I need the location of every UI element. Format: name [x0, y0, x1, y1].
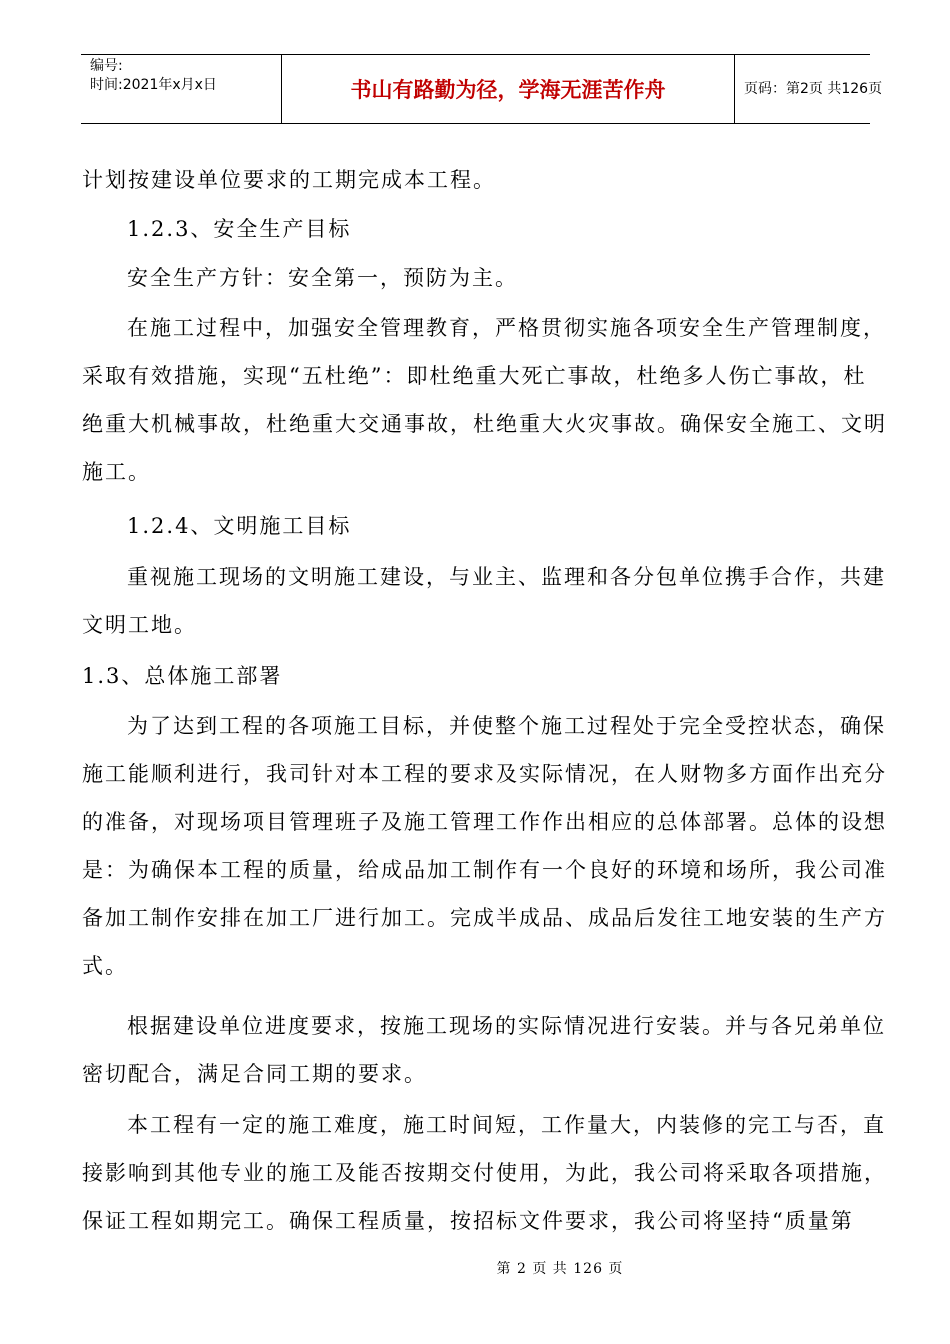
- header-meta-cell: [81, 55, 281, 123]
- text-line: 绝重大机械事故，杜绝重大交通事故，杜绝重大火灾事故。确保安全施工、文明: [82, 412, 887, 436]
- text-line: 备加工制作安排在加工厂进行加工。完成半成品、成品后发往工地安装的生产方: [82, 906, 887, 930]
- section-heading: 1.2.3、安全生产目标: [127, 217, 352, 241]
- text-line: 采取有效措施，实现“五杜绝”：即杜绝重大死亡事故，杜绝多人伤亡事故，杜: [82, 364, 867, 388]
- paragraph-safety-policy: [82, 254, 872, 302]
- paragraph-deployment: [82, 702, 887, 990]
- paragraph-schedule: [82, 156, 872, 204]
- text-line: 本工程有一定的施工难度，施工时间短，工作量大，内装修的完工与否，直: [127, 1113, 886, 1137]
- text-line: 施工能顺利进行，我司针对本工程的要求及实际情况，在人财物多方面作出充分: [82, 762, 887, 786]
- text-line: 式。: [82, 954, 128, 978]
- doc-code-label: 编号:: [90, 58, 123, 74]
- section-heading: 1.3、总体施工部署: [82, 664, 283, 688]
- text-line: 接影响到其他专业的施工及能否按期交付使用，为此，我公司将采取各项措施，: [82, 1161, 887, 1185]
- header-motto-cell: [281, 55, 735, 123]
- text-line: 文明工地。: [82, 613, 197, 637]
- doc-time-label: 时间:2021年x月x日: [90, 77, 217, 93]
- section-heading-1-2-4: [82, 502, 872, 550]
- page-footer-number: 第 2 页 共 126 页: [496, 1261, 624, 1277]
- text-line: 安全生产方针：安全第一，预防为主。: [127, 266, 518, 290]
- paragraph-safety-measures: [82, 304, 887, 496]
- paragraph-installation: [82, 1002, 886, 1098]
- text-line: 施工。: [82, 460, 151, 484]
- section-heading-1-2-3: [82, 205, 872, 253]
- paragraph-civilized-construction: [82, 553, 886, 649]
- text-line: 为了达到工程的各项施工目标，并使整个施工过程处于完全受控状态，确保: [127, 714, 886, 738]
- header-motto: 书山有路勤为径，学海无涯苦作舟: [350, 78, 666, 102]
- section-heading: 1.2.4、文明施工目标: [127, 514, 352, 538]
- text-line: 在施工过程中，加强安全管理教育，严格贯彻实施各项安全生产管理制度，: [127, 316, 886, 340]
- text-line: 重视施工现场的文明施工建设，与业主、监理和各分包单位携手合作，共建: [127, 565, 886, 589]
- paragraph-difficulty: [82, 1101, 887, 1245]
- text-line: 计划按建设单位要求的工期完成本工程。: [82, 168, 496, 192]
- text-line: 保证工程如期完工。确保工程质量，按招标文件要求，我公司将坚持“质量第: [82, 1209, 854, 1233]
- header-page-code: 页码：第2页 共126页: [744, 81, 883, 97]
- page-header: [81, 54, 883, 124]
- text-line: 密切配合，满足合同工期的要求。: [82, 1062, 427, 1086]
- text-line: 的准备，对现场项目管理班子及施工管理工作作出相应的总体部署。总体的设想: [82, 810, 887, 834]
- section-heading-1-3: [82, 652, 872, 700]
- header-page-cell: [734, 55, 883, 123]
- text-line: 是：为确保本工程的质量，给成品加工制作有一个良好的环境和场所，我公司准: [82, 858, 887, 882]
- text-line: 根据建设单位进度要求，按施工现场的实际情况进行安装。并与各兄弟单位: [127, 1014, 886, 1038]
